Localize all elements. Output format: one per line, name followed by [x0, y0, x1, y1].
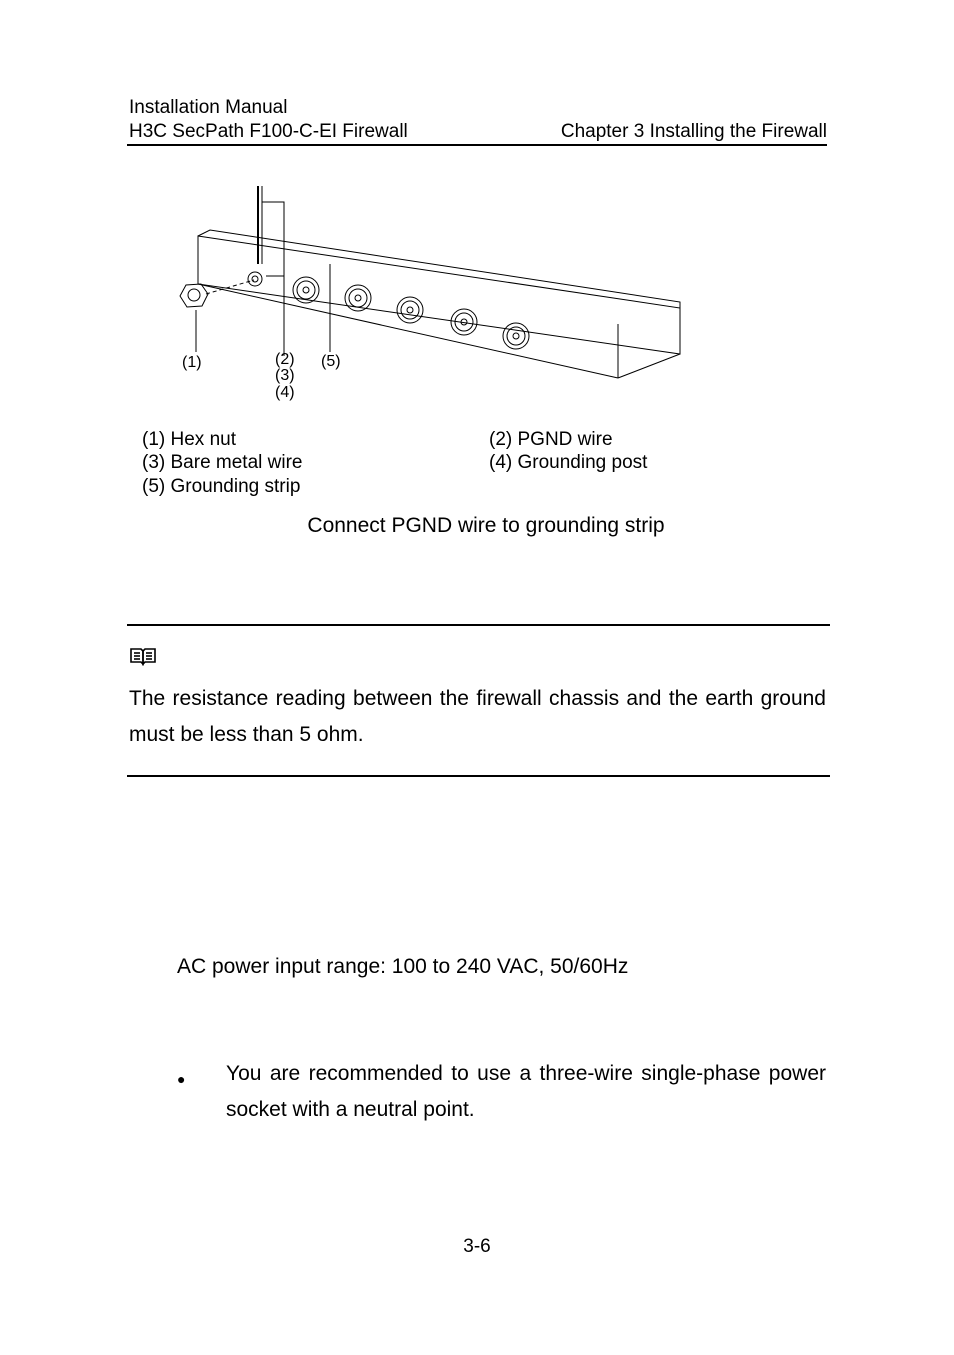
callout-2: (2) [275, 351, 295, 368]
figure-caption: Connect PGND wire to grounding strip [307, 514, 665, 537]
legend-grounding-strip: (5) Grounding strip [142, 476, 301, 497]
hex-nut [180, 284, 208, 307]
note-text: The resistance reading between the firewall chassis and the earth ground must be less than 5 ohm. [129, 687, 826, 746]
grounding-diagram [170, 180, 690, 410]
note-bottom-rule [127, 775, 830, 777]
book-icon [129, 646, 157, 666]
callout-5: (5) [321, 353, 341, 370]
legend-pgnd-wire: (2) PGND wire [489, 429, 613, 450]
bullet-item: You are recommended to use a three-wire single-phase power socket with a neutral point. [226, 1062, 826, 1121]
header-doc-type: Installation Manual [129, 97, 288, 118]
grounding-strip-face [198, 236, 680, 354]
page-number: 3-6 [463, 1236, 491, 1257]
legend-hex-nut: (1) Hex nut [142, 429, 236, 450]
legend-bare-metal-wire: (3) Bare metal wire [142, 452, 303, 473]
header-rule [127, 144, 827, 146]
grounding-strip-flange-bottom [618, 354, 680, 378]
callout-3: (3) [275, 367, 295, 384]
bullet-dot: ● [177, 1071, 186, 1087]
ac-power-range: AC power input range: 100 to 240 VAC, 50/60Hz [177, 955, 629, 978]
hex-nut-hole [188, 289, 200, 301]
header-chapter: Chapter 3 Installing the Firewall [560, 121, 827, 142]
note-top-rule [127, 624, 830, 626]
callout-4: (4) [275, 384, 295, 401]
callout-1: (1) [182, 354, 202, 371]
header-product: H3C SecPath F100-C-EI Firewall [129, 121, 408, 142]
legend-grounding-post: (4) Grounding post [489, 452, 648, 473]
